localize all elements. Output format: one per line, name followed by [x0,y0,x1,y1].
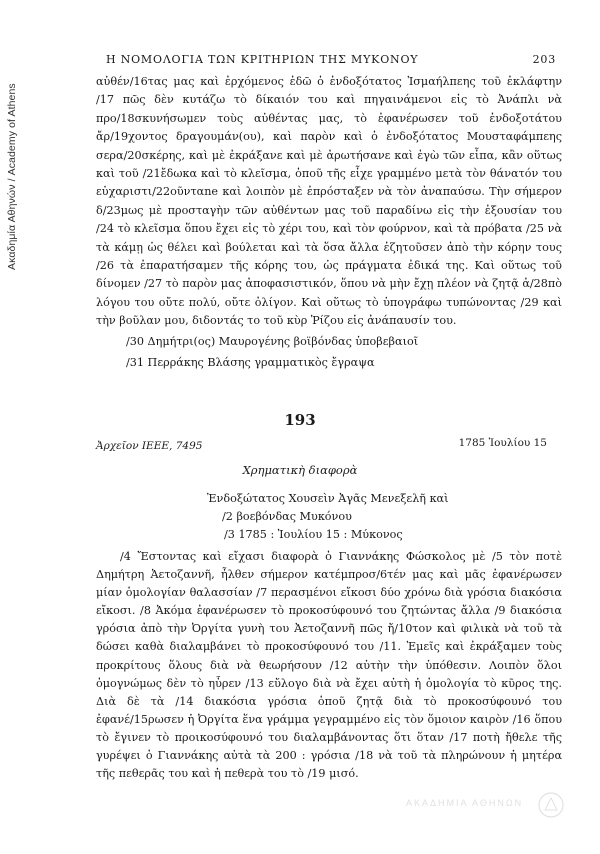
stamp-text: ΑΚΑΔΗΜΙΑ ΑΘΗΝΩΝ [406,798,524,808]
document-date: 1785 Ἰουλίου 15 [458,437,547,449]
address-line: /3 1785 : Ἰουλίου 15 : Μύκονος [224,528,403,541]
document-number: 193 [284,411,316,429]
address-line: Ἐνδοξώτατος Χουσεὶν Ἀγᾶς Μενεξελῆ καὶ [207,492,449,505]
document-title: Χρηματικὴ διαφορὰ [242,463,358,477]
running-head-title: Η ΝΟΜΟΛΟΓΙΑ ΤΩΝ ΚΡΙΤΗΡΙΩΝ ΤΗΣ ΜΥΚΟΝΟΥ [106,53,419,66]
address-line: /2 βοεβόνδας Μυκόνου [222,510,352,523]
side-watermark: Ακαδημία Αθηνών / Academy of Athens [6,83,18,270]
document-body-paragraph: /4 Ἔστοντας καὶ εἴχασι διαφορὰ ὁ Γιαννάκης Φώσκολος μὲ /5 τὸν ποτὲ Δημήτρη Ἀετοζαννῆ, ἦλθεν σήμερον κατέμπροσ/6τέν μας καὶ μᾶς ἐφανέρωσεν μίαν ὁμολογίαν θαλασσίαν /7 περασμένοι εἴκοσι δύο χρόνω διὰ γρόσια διακόσια εἴκοσι. /8 Ἀκόμα ἐφανέρωσεν τὸ προκοσύφουνό του ζητώντας ἄλλα /9 διακόσια γρόσια ἀπὸ τὴν Ὀργίτα γυνὴ του Ἀετοζαννῆ πῶς ἤ/10τον καὶ φιλικὰ νὰ τοῦ τὰ δώσει καθὰ διαλαμβάνει τὸ προκοσύφουνό του /11. Ἐμεῖς καὶ ἐκράξαμεν τοὺς προκρίτους ὅλους διὰ νὰ θεωρήσουν /12 αὐτὴν τὴν ὑπόθεσιν. Λοιπὸν ὅλοι ὁμογνώμως δὲν τὸ ηὗρεν /13 εὔλογο διὰ νὰ ἔχει αὐτὴ ἡ ὁμολογία τὸ κῦρος της. Διὰ δὲ τὰ /14 διακόσια γρόσια ὁποῦ ζητᾷ διὰ τὸ προκοσύφουνό του ἐφανέ/15ρωσεν ἡ Ὀργίτα ἕνα γράμμα γεγραμμένο εἰς τὸν ὅμοιον καιρὸν /16 ὅπου τὸ ἔγινεν τὸ προικοσύφουνό του διαλαμβάνοντας ὅτι ὅταν /17 ποτὴ ἤθελε τῆς γυρέψει ὁ Γιαννάκης αὐτὰ τὰ 200 : γρόσια /18 νὰ τοῦ τὰ πληρώνουν ἡ μητέρα τῆς πεθερᾶς του καὶ ἡ πεθερὰ του τὸ /19 μισό. [96,550,562,781]
previous-document-text [96,73,562,331]
archive-reference: Ἀρχεῖον ΙΕΕΕ, 7495 [96,440,203,452]
academy-stamp [406,790,566,820]
page-number: 203 [532,53,556,66]
signature-line: /31 Περράκης Βλάσης γραμματικὸς ἔγραψα [126,356,375,369]
signature-line: /30 Δημήτρι(ος) Μαυρογένης βοϊβόνδας ὑποβεβαιοῖ [126,335,419,348]
previous-document-paragraph: αὐθέν/16τας μας καὶ ἐρχόμενος ἐδῶ ὁ ἐνδοξότατος Ἰσμαήλπεης τοῦ ἐκλάφτην /17 πῶς δὲν κυτάζω τὸ δίκαιόν του καὶ πηγαινάμενοι εἰς τὸ Ἀνάπλι νὰ προ/18σκυνήσωμεν τοὺς αὐθέντας μας, τὸ ἐφανέρωσεν τοῦ ἐνδοξοτάτου ἄρ/19χοντος δραγουμάν(ου), καὶ παρὸν καὶ ὁ ἐνδοξότατος Μουσταφάμπεης σερα/20σκέρης, καὶ μὲ ἐκράξανε καὶ μὲ ἀρωτήσανε καὶ ἐγὼ τῶν εἶπα, κἂν οὕτως καὶ τοῦ /21ἔδωκα καὶ τὸ κλεῖσμα, ὁποῦ τῆς εἶχε γραμμένο μετὰ τὸν θάνατόν του εὐχαριστι/22οῦνταne καὶ λοιπὸν μὲ ἐπρόσταξεν νὰ τὸν ἀναπαύσω. Τὴν σήμερον δ/23μως μὲ προσταγὴν τῶν αὐθέντων μας τοῦ παραδίνω εἰς τὴν ἐξουσίαν του /24 τὸ κλεῖσμα ὅπου ἔχει εἰς τὸ χέρι του, καὶ τὸν φούρνον, καὶ τὰ πρόβατα /25 νὰ τὰ κάμῃ ὡς θέλει καὶ βούλεται καὶ τὰ ὅσα ἄλλα ἐζητοῦσεν ἀπὸ τὴν κόρην τους /26 τὰ ἐπαρατήσαμεν τῆς κόρης του, ὡς πράγματα ἐδικά της. Καὶ οὕτως τοῦ δίνομεν /27 τὸ παρὸν μας ἀποφασιστικόν, ὅπου νὰ μὴν ἔχῃ πλέον νὰ ζητᾷ ἀ/28πὸ λόγου του οὔτε πολύ, οὔτε ὀλίγον. Καὶ οὕτως τὸ ὑπογράφω τυπώνοντας /29 καὶ τὴν βοῦλαν μου, διδοντάς το τοῦ κὺρ Ῥίζου εἰς ἀνάπαυσίν του. [96,75,562,328]
document-body [96,548,562,783]
